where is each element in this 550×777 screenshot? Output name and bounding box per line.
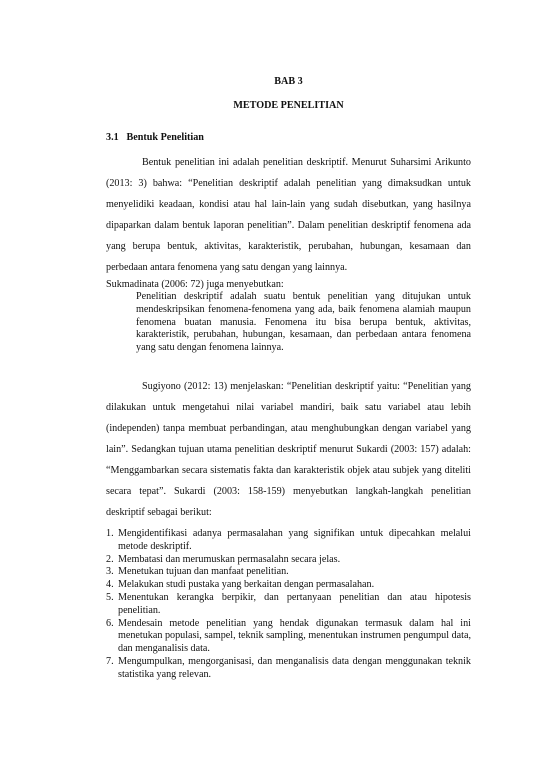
list-item <box>106 592 471 618</box>
list-item <box>106 566 471 579</box>
list-item-number: 6. <box>106 617 114 629</box>
section-heading <box>106 132 471 145</box>
list-item-text: Melakukan studi pustaka yang berkaitan dengan permasalahan. <box>118 579 375 591</box>
list-item-text: Mengumpulkan, mengorganisasi, dan menganalisis data dengan menggunakan teknik statistika yang relevan. <box>118 656 471 680</box>
document-page <box>106 76 471 682</box>
list-item <box>106 579 471 592</box>
section-number: 3.1 <box>106 132 119 144</box>
paragraph-definition: Bentuk penelitian ini adalah penelitian deskriptif. Menurut Suharsimi Arikunto (2013: 3) bahwa: “Penelitian deskriptif adalah penelitian yang dimaksudkan untuk menyelidiki keadaan, kondisi atau hal lain-lain yang sudah disebutkan, yang hasilnya dipaparkan dalam bentuk laporan penelitian”. Dalam penelitian deskriptif fenomena ada yang berupa bentuk, aktivitas, karakteristik, perubahan, hubungan, kesamaan dan perbedaan antara fenomena yang satu dengan yang lainnya. <box>106 157 471 274</box>
list-item <box>106 554 471 567</box>
chapter-title: BAB 3 <box>274 76 303 87</box>
list-item <box>106 528 471 554</box>
list-item-text: Menentukan kerangka berpikir, dan pertanyaan penelitian dan atau hipotesis penelitian. <box>118 592 471 616</box>
section-title: Bentuk Penelitian <box>126 132 204 144</box>
list-item-text: Mendesain metode penelitian yang hendak digunakan termasuk dalam hal ini menetukan populasi, sampel, teknik sampling, menentukan instrumen pengumpul data, dan menganalisis data. <box>118 617 471 655</box>
list-item-number: 7. <box>106 656 114 668</box>
list-item-number: 2. <box>106 553 114 565</box>
steps-list <box>106 528 471 682</box>
block-quote: Penelitian deskriptif adalah suatu bentuk penelitian yang ditujukan untuk mendeskripsikan fenomena-fenomena yang ada, baik fenomena alamiah maupun fenomena buatan manusia. Fenomena itu bisa berupa bentuk, aktivitas, karakteristik, perubahan, hubungan, kesamaan, dan perbedaan antara fenomena yang satu dengan fenomena lainnya. <box>136 291 471 354</box>
chapter-subtitle: METODE PENELITIAN <box>233 99 344 111</box>
quote-lead: Sukmadinata (2006: 72) juga menyebutkan: <box>106 279 284 291</box>
list-item-number: 3. <box>106 566 114 578</box>
list-item <box>106 656 471 682</box>
list-item-text: Mengidentifikasi adanya permasalahan yang signifikan untuk dipecahkan melalui metode deskriptif. <box>118 528 471 552</box>
list-item <box>106 618 471 656</box>
paragraph-sugiyono: Sugiyono (2012: 13) menjelaskan: “Penelitian deskriptif yaitu: “Penelitian yang dilakukan untuk mengetahui nilai variabel mandiri, baik satu variabel atau lebih (independen) tanpa membuat perbandingan, atau menghubungkan dengan variabel yang lain”. Sedangkan tujuan utama penelitian deskriptif menurut Sukardi (2003: 157) adalah: “Menggambarkan secara sistematis fakta dan karakteristik objek atau subjek yang diteliti secara tepat”. Sukardi (2003: 158-159) menyebutkan langkah-langkah penelitian deskriptif sebagai berikut: <box>106 381 471 519</box>
list-item-text: Membatasi dan merumuskan permasalahn secara jelas. <box>118 553 341 565</box>
list-item-number: 1. <box>106 528 114 540</box>
list-item-number: 5. <box>106 592 114 604</box>
list-item-text: Menetukan tujuan dan manfaat penelitian. <box>118 566 289 578</box>
list-item-number: 4. <box>106 579 114 591</box>
